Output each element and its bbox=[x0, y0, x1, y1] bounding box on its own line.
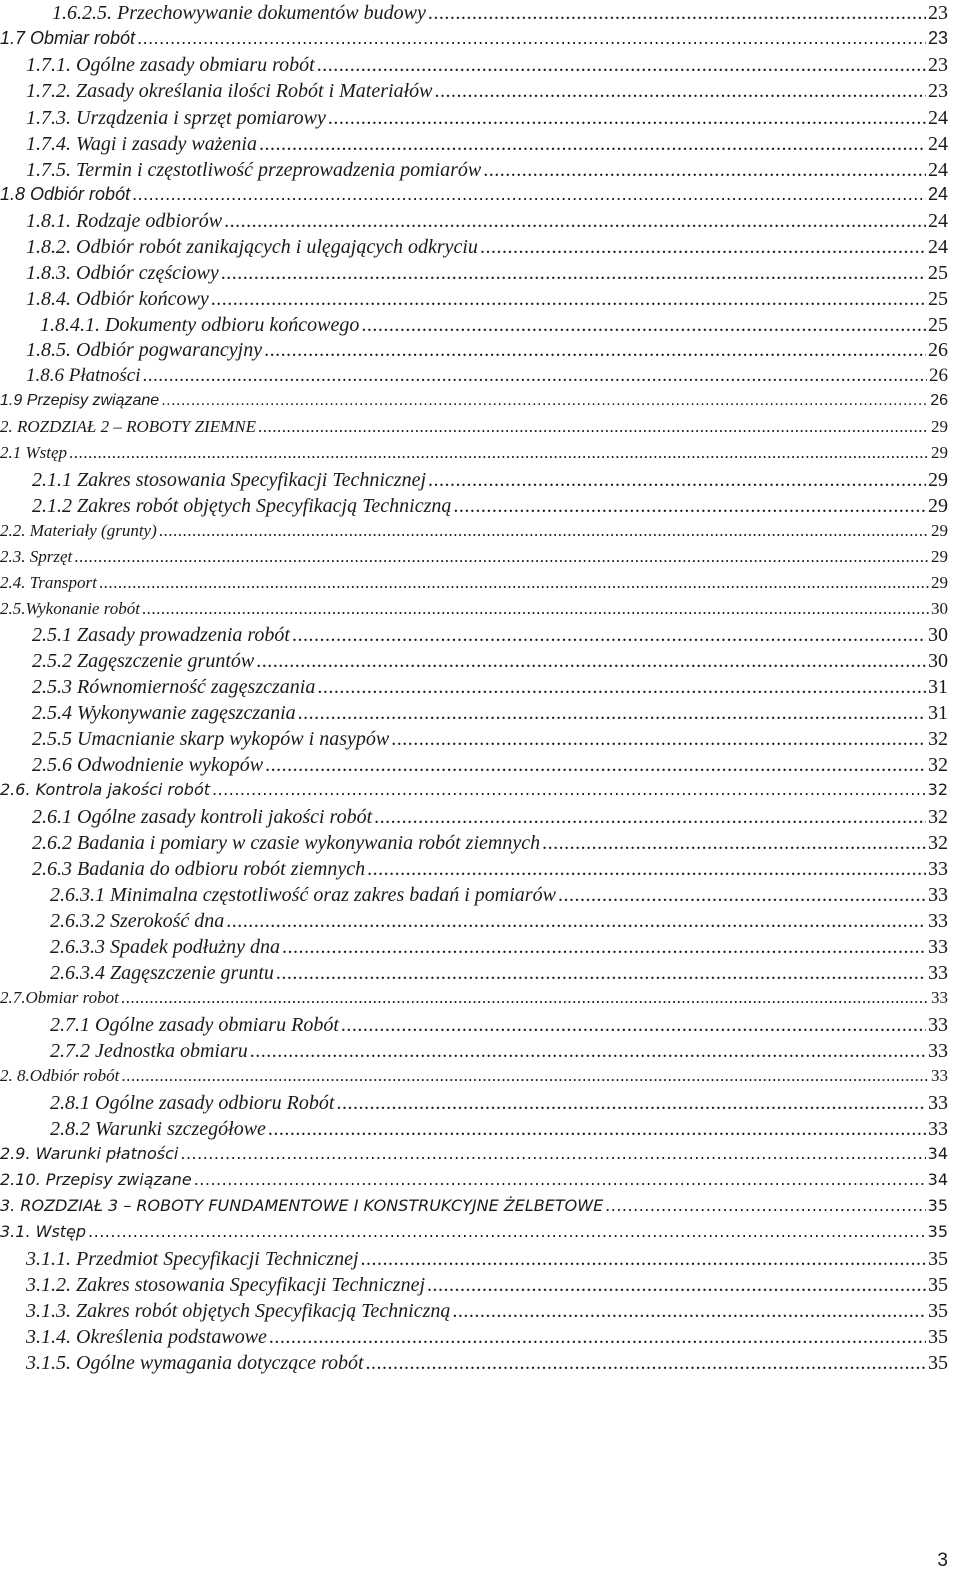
toc-entry[interactable] bbox=[0, 469, 948, 492]
toc-entry[interactable] bbox=[0, 1040, 948, 1063]
toc-entry[interactable] bbox=[0, 443, 948, 463]
dot-leader bbox=[361, 314, 926, 337]
toc-entry[interactable] bbox=[0, 962, 948, 985]
toc-entry[interactable] bbox=[0, 1248, 948, 1271]
toc-entry-page: 29 bbox=[931, 443, 948, 462]
toc-entry-page: 33 bbox=[928, 1040, 948, 1062]
toc-entry-title: 2.1.2 Zakres robót objętych Specyfikacją Techniczną bbox=[32, 495, 452, 517]
dot-leader bbox=[268, 1118, 926, 1141]
toc-entry-title: 1.7.1. Ogólne zasady obmiaru robót bbox=[26, 54, 315, 76]
toc-entry-page: 33 bbox=[931, 1066, 948, 1085]
toc-entry[interactable] bbox=[0, 1170, 948, 1189]
dot-leader bbox=[341, 1014, 926, 1037]
toc-entry[interactable] bbox=[0, 1144, 948, 1163]
dot-leader bbox=[298, 702, 926, 725]
toc-entry[interactable] bbox=[0, 1014, 948, 1037]
toc-entry-page: 26 bbox=[930, 392, 948, 409]
toc-entry[interactable] bbox=[0, 884, 948, 907]
toc-entry[interactable] bbox=[0, 1300, 948, 1323]
toc-entry-title: 2.7.2 Jednostka obmiaru bbox=[50, 1040, 248, 1062]
toc-entry-page: 26 bbox=[928, 339, 948, 361]
dot-leader bbox=[212, 780, 926, 799]
toc-entry[interactable] bbox=[0, 210, 948, 233]
toc-entry-page: 33 bbox=[928, 1014, 948, 1036]
toc-entry-page: 35 bbox=[928, 1248, 948, 1270]
toc-entry[interactable] bbox=[0, 521, 948, 541]
dot-leader bbox=[558, 884, 926, 907]
toc-entry-title: 1.8.6 Płatności bbox=[26, 365, 141, 386]
toc-entry-page: 24 bbox=[928, 133, 948, 155]
toc-entry-page: 26 bbox=[929, 365, 948, 386]
toc-entry[interactable] bbox=[0, 1222, 948, 1241]
toc-entry-page: 25 bbox=[928, 288, 948, 310]
toc-entry-page: 24 bbox=[928, 210, 948, 232]
toc-entry-page: 33 bbox=[928, 1092, 948, 1114]
toc-entry-title: 1.8.4. Odbiór końcowy bbox=[26, 288, 209, 310]
toc-entry-title: 2.5.1 Zasady prowadzenia robót bbox=[32, 624, 290, 646]
toc-entry-page: 35 bbox=[927, 1196, 948, 1215]
dot-leader bbox=[69, 443, 929, 463]
toc-entry[interactable] bbox=[0, 1352, 948, 1375]
toc-entry-title: 1.8 Odbiór robót bbox=[0, 184, 131, 204]
dot-leader bbox=[367, 858, 926, 881]
dot-leader bbox=[428, 469, 926, 492]
toc-entry-page: 23 bbox=[928, 2, 948, 24]
toc-entry-page: 24 bbox=[928, 236, 948, 258]
toc-entry[interactable] bbox=[0, 676, 948, 699]
dot-leader bbox=[226, 910, 926, 933]
toc-entry-title: 1.8.3. Odbiór częściowy bbox=[26, 262, 219, 284]
toc-entry-title: 2. ROZDZIAŁ 2 – ROBOTY ZIEMNE bbox=[0, 417, 256, 436]
toc-entry[interactable] bbox=[0, 495, 948, 518]
dot-leader bbox=[453, 495, 926, 518]
toc-entry-page: 24 bbox=[928, 159, 948, 181]
toc-entry-title: 1.6.2.5. Przechowywanie dokumentów budowy bbox=[52, 2, 426, 24]
toc-entry-title: 2.5.6 Odwodnienie wykopów bbox=[32, 754, 264, 776]
toc-entry-title: 2.4. Transport bbox=[0, 573, 97, 592]
toc-entry-title: 2.8.1 Ogólne zasady odbioru Robót bbox=[50, 1092, 335, 1114]
toc-entry-page: 29 bbox=[931, 547, 948, 566]
toc-entry-title: 1.7.2. Zasady określania ilości Robót i Materiałów bbox=[26, 80, 433, 102]
dot-leader bbox=[265, 754, 926, 777]
toc-entry-page: 29 bbox=[931, 521, 948, 540]
dot-leader bbox=[269, 1326, 926, 1349]
toc-entry-page: 30 bbox=[928, 624, 948, 646]
toc-entry[interactable] bbox=[0, 936, 948, 959]
toc-entry-title: 2.5.Wykonanie robót bbox=[0, 599, 140, 618]
dot-leader bbox=[292, 624, 926, 647]
dot-leader bbox=[137, 28, 926, 49]
toc-entry-title: 3. ROZDZIAŁ 3 – ROBOTY FUNDAMENTOWE I KONSTRUKCYJNE ŻELBETOWE bbox=[0, 1196, 604, 1215]
toc-entry-title: 2.8.2 Warunki szczegółowe bbox=[50, 1118, 266, 1140]
toc-entry-title: 2.6.1 Ogólne zasady kontroli jakości robót bbox=[32, 806, 373, 828]
toc-entry-title: 1.8.2. Odbiór robót zanikających i ulęgających odkryciu bbox=[26, 236, 478, 258]
dot-leader bbox=[336, 1092, 926, 1115]
toc-entry-title: 2.6. Kontrola jakości robót bbox=[0, 780, 210, 799]
toc-entry-title: 3.1.2. Zakres stosowania Specyfikacji Technicznej bbox=[26, 1274, 426, 1296]
toc-entry-page: 35 bbox=[928, 1326, 948, 1348]
toc-entry-page: 29 bbox=[928, 495, 948, 517]
toc-entry-page: 35 bbox=[928, 1352, 948, 1374]
toc-entry[interactable] bbox=[0, 1092, 948, 1115]
dot-leader bbox=[250, 1040, 926, 1063]
dot-leader bbox=[374, 806, 926, 829]
toc-entry-page: 30 bbox=[928, 650, 948, 672]
toc-entry[interactable] bbox=[0, 858, 948, 881]
toc-entry[interactable] bbox=[0, 2, 948, 25]
toc-entry-page: 32 bbox=[928, 728, 948, 750]
toc-entry-title: 2.1.1 Zakres stosowania Specyfikacji Technicznej bbox=[32, 469, 427, 491]
toc-entry[interactable] bbox=[0, 910, 948, 933]
dot-leader bbox=[317, 676, 926, 699]
toc-entry-title: 1.8.5. Odbiór pogwarancyjny bbox=[26, 339, 263, 361]
dot-leader bbox=[258, 417, 929, 437]
toc-entry[interactable] bbox=[0, 365, 948, 387]
toc-entry-title: 2.5.5 Umacnianie skarp wykopów i nasypów bbox=[32, 728, 390, 750]
dot-leader bbox=[143, 365, 927, 387]
toc-entry-page: 23 bbox=[927, 28, 948, 48]
dot-leader bbox=[391, 728, 926, 751]
toc-entry-title: 3.1. Wstęp bbox=[0, 1222, 87, 1241]
toc-entry[interactable] bbox=[0, 573, 948, 593]
dot-leader bbox=[99, 573, 929, 593]
toc-entry[interactable] bbox=[0, 339, 948, 362]
toc-entry[interactable] bbox=[0, 1066, 948, 1086]
toc-entry-title: 2.1 Wstęp bbox=[0, 443, 68, 462]
toc-entry[interactable] bbox=[0, 392, 948, 410]
toc-entry[interactable] bbox=[0, 184, 948, 205]
dot-leader bbox=[427, 1274, 926, 1297]
toc-entry-title: 3.1.3. Zakres robót objętych Specyfikacją Techniczną bbox=[26, 1300, 451, 1322]
dot-leader bbox=[434, 80, 926, 103]
toc-entry[interactable] bbox=[0, 806, 948, 829]
toc-entry-page: 29 bbox=[931, 417, 948, 436]
toc-entry[interactable] bbox=[0, 988, 948, 1008]
toc-entry-page: 31 bbox=[928, 702, 948, 724]
toc-entry-title: 1.8.4.1. Dokumenty odbioru końcowego bbox=[40, 314, 360, 336]
dot-leader bbox=[161, 392, 928, 410]
toc-entry-page: 24 bbox=[928, 107, 948, 129]
toc-entry-page: 35 bbox=[927, 1222, 948, 1241]
toc-entry-page: 30 bbox=[931, 599, 948, 618]
toc-entry-title: 2.5.2 Zagęszczenie gruntów bbox=[32, 650, 255, 672]
toc-entry-page: 32 bbox=[928, 806, 948, 828]
toc-entry-page: 33 bbox=[928, 1118, 948, 1140]
toc-entry[interactable] bbox=[0, 159, 948, 182]
dot-leader bbox=[605, 1196, 925, 1215]
toc-entry-title: 2.6.3.3 Spadek podłużny dna bbox=[50, 936, 280, 958]
dot-leader bbox=[224, 210, 926, 233]
toc-entry[interactable] bbox=[0, 1326, 948, 1349]
toc-entry-title: 2.6.3.2 Szerokość dna bbox=[50, 910, 225, 932]
dot-leader bbox=[282, 936, 926, 959]
toc-entry[interactable] bbox=[0, 54, 948, 77]
toc-entry-title: 2.5.3 Równomierność zagęszczania bbox=[32, 676, 316, 698]
dot-leader bbox=[542, 832, 926, 855]
toc-entry-page: 33 bbox=[928, 936, 948, 958]
toc-entry-title: 2.5.4 Wykonywanie zagęszczania bbox=[32, 702, 296, 724]
page-number: 3 bbox=[937, 1550, 948, 1571]
dot-leader bbox=[259, 133, 926, 156]
toc-entry[interactable] bbox=[0, 650, 948, 673]
toc-entry-title: 2.7.1 Ogólne zasady obmiaru Robót bbox=[50, 1014, 339, 1036]
toc-entry-page: 33 bbox=[931, 988, 948, 1007]
dot-leader bbox=[121, 1066, 929, 1086]
toc-entry[interactable] bbox=[0, 1118, 948, 1141]
toc-entry[interactable] bbox=[0, 1274, 948, 1297]
toc-entry-page: 29 bbox=[928, 469, 948, 491]
dot-leader bbox=[221, 262, 926, 285]
toc-entry-title: 1.7.4. Wagi i zasady ważenia bbox=[26, 133, 257, 155]
dot-leader bbox=[159, 521, 929, 541]
toc-entry-page: 33 bbox=[928, 858, 948, 880]
dot-leader bbox=[483, 159, 926, 182]
toc-entry-page: 33 bbox=[928, 962, 948, 984]
dot-leader bbox=[194, 1170, 926, 1189]
toc-entry[interactable] bbox=[0, 728, 948, 751]
dot-leader bbox=[256, 650, 926, 673]
toc-entry-page: 25 bbox=[928, 262, 948, 284]
toc-entry-page: 31 bbox=[928, 676, 948, 698]
dot-leader bbox=[132, 184, 926, 205]
toc-entry[interactable] bbox=[0, 754, 948, 777]
toc-entry[interactable] bbox=[0, 262, 948, 285]
toc-entry[interactable] bbox=[0, 288, 948, 311]
toc-entry[interactable] bbox=[0, 107, 948, 130]
toc-entry-title: 2.6.2 Badania i pomiary w czasie wykonywania robót ziemnych bbox=[32, 832, 541, 854]
dot-leader bbox=[317, 54, 926, 77]
toc-entry-page: 23 bbox=[928, 80, 948, 102]
dot-leader bbox=[211, 288, 926, 311]
toc-entry[interactable] bbox=[0, 417, 948, 437]
toc-entry-page: 35 bbox=[928, 1274, 948, 1296]
toc-entry-page: 34 bbox=[927, 1170, 948, 1189]
toc-entry[interactable] bbox=[0, 314, 948, 337]
toc-entry[interactable] bbox=[0, 133, 948, 156]
toc-entry-title: 2.6.3.4 Zagęszczenie gruntu bbox=[50, 962, 274, 984]
dot-leader bbox=[328, 107, 926, 130]
toc-entry-title: 2.9. Warunki płatności bbox=[0, 1144, 179, 1163]
toc-entry[interactable] bbox=[0, 547, 948, 567]
dot-leader bbox=[366, 1352, 926, 1375]
toc-entry[interactable] bbox=[0, 80, 948, 103]
dot-leader bbox=[180, 1144, 925, 1163]
dot-leader bbox=[361, 1248, 926, 1271]
dot-leader bbox=[276, 962, 926, 985]
dot-leader bbox=[480, 236, 926, 259]
toc-entry-title: 2.10. Przepisy związane bbox=[0, 1170, 192, 1189]
toc-entry[interactable] bbox=[0, 780, 948, 799]
toc-entry-page: 24 bbox=[927, 184, 948, 204]
dot-leader bbox=[142, 599, 929, 619]
toc-entry[interactable] bbox=[0, 702, 948, 725]
toc-entry[interactable] bbox=[0, 28, 948, 49]
toc-entry-page: 25 bbox=[928, 314, 948, 336]
toc-entry-title: 2.3. Sprzęt bbox=[0, 547, 73, 566]
toc-entry-page: 33 bbox=[928, 884, 948, 906]
toc-entry-page: 32 bbox=[927, 780, 948, 799]
toc-entry[interactable] bbox=[0, 832, 948, 855]
toc-entry-title: 2.6.3.1 Minimalna częstotliwość oraz zakres badań i pomiarów bbox=[50, 884, 556, 906]
toc-entry-title: 3.1.5. Ogólne wymagania dotyczące robót bbox=[26, 1352, 364, 1374]
toc-entry-title: 1.7 Obmiar robót bbox=[0, 28, 136, 48]
toc-entry[interactable] bbox=[0, 236, 948, 259]
toc-entry-page: 32 bbox=[928, 832, 948, 854]
dot-leader bbox=[264, 339, 926, 362]
dot-leader bbox=[452, 1300, 926, 1323]
toc-entry-title: 3.1.1. Przedmiot Specyfikacji Technicznej bbox=[26, 1248, 359, 1270]
toc-entry-title: 2. 8.Odbiór robót bbox=[0, 1066, 120, 1085]
dot-leader bbox=[121, 988, 929, 1008]
dot-leader bbox=[428, 2, 926, 25]
toc-entry-title: 1.7.3. Urządzenia i sprzęt pomiarowy bbox=[26, 107, 326, 129]
toc-entry-title: 1.8.1. Rodzaje odbiorów bbox=[26, 210, 223, 232]
toc-entry-title: 1.7.5. Termin i częstotliwość przeprowadzenia pomiarów bbox=[26, 159, 482, 181]
toc-entry[interactable] bbox=[0, 624, 948, 647]
toc-entry-title: 2.2. Materiały (grunty) bbox=[0, 521, 157, 540]
toc-entry-page: 32 bbox=[928, 754, 948, 776]
toc-entry-title: 2.7.Obmiar robot bbox=[0, 988, 119, 1007]
toc-entry-page: 33 bbox=[928, 910, 948, 932]
toc-entry-title: 1.9 Przepisy związane bbox=[0, 392, 160, 409]
toc-entry-page: 23 bbox=[928, 54, 948, 76]
toc-entry-page: 35 bbox=[928, 1300, 948, 1322]
toc-entry-page: 29 bbox=[931, 573, 948, 592]
toc-entry[interactable] bbox=[0, 1196, 948, 1215]
toc-entry[interactable] bbox=[0, 599, 948, 619]
toc-entry-title: 3.1.4. Określenia podstawowe bbox=[26, 1326, 267, 1348]
toc-entry-page: 34 bbox=[927, 1144, 948, 1163]
dot-leader bbox=[88, 1222, 926, 1241]
dot-leader bbox=[74, 547, 929, 567]
toc-entry-title: 2.6.3 Badania do odbioru robót ziemnych bbox=[32, 858, 366, 880]
